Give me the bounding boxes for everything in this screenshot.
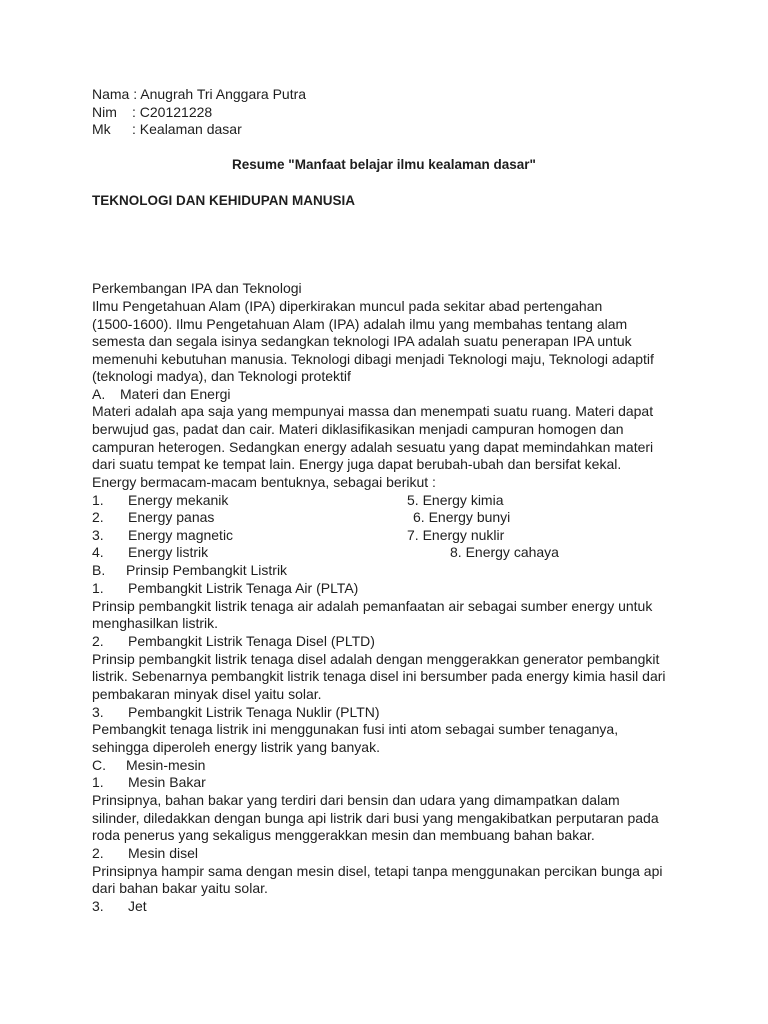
section-a-title: Materi dan Energi — [120, 386, 231, 402]
section-c-item-title — [92, 898, 147, 916]
item-title: Pembangkit Listrik Tenaga Nuklir (PLTN) — [128, 704, 380, 720]
intro-line: Ilmu Pengetahuan Alam (IPA) diperkirakan muncul pada sekitar abad pertengahan — [92, 298, 603, 314]
section-a-line: dari suatu tempat ke tempat lain. Energy juga dapat berubah-ubah dan bersifat kekal. — [92, 456, 622, 472]
section-b-marker: B. — [92, 562, 106, 578]
energy-num: 3. — [92, 527, 104, 543]
energy-right: 6. Energy bunyi — [413, 509, 511, 525]
mk-row — [92, 121, 242, 139]
nama-label: Nama — [92, 86, 130, 102]
resume-title: Resume "Manfaat belajar ilmu kealaman dasar" — [232, 157, 536, 172]
section-c-heading — [92, 757, 206, 775]
mk-value-wrap: : Kealaman dasar — [132, 121, 242, 137]
item-num: 3. — [92, 898, 104, 914]
nim-label: Nim — [92, 104, 117, 120]
section-b-line: sehingga diperoleh energy listrik yang banyak. — [92, 739, 380, 755]
section-c-line: Prinsipnya hampir sama dengan mesin disel, tetapi tanpa menggunakan percikan bunga api — [92, 863, 663, 879]
energy-right: 7. Energy nuklir — [407, 527, 505, 543]
energy-num: 1. — [92, 492, 104, 508]
energy-left: Energy listrik — [128, 544, 209, 560]
section-c-title: Mesin-mesin — [126, 757, 206, 773]
energy-right: 5. Energy kimia — [407, 492, 504, 508]
intro-line: (1500-1600). Ilmu Pengetahuan Alam (IPA) adalah ilmu yang membahas tentang alam — [92, 316, 628, 332]
main-heading: TEKNOLOGI DAN KEHIDUPAN MANUSIA — [92, 193, 355, 208]
energy-list-row — [92, 492, 504, 510]
section-c-item-title — [92, 845, 199, 863]
section-a-line: Energy bermacam-macam bentuknya, sebagai berikut : — [92, 474, 436, 490]
energy-left: Energy mekanik — [128, 492, 229, 508]
item-num: 2. — [92, 845, 104, 861]
section-a-line: campuran heterogen. Sedangkan energy adalah sesuatu yang dapat memindahkan materi — [92, 439, 654, 455]
item-num: 1. — [92, 580, 104, 596]
section-a-line: berwujud gas, padat dan cair. Materi diklasifikasikan menjadi campuran homogen dan — [92, 421, 624, 437]
energy-list-row — [92, 527, 505, 545]
energy-list-row — [92, 509, 511, 527]
section-b-line: pembakaran minyak disel yaitu solar. — [92, 686, 322, 702]
energy-left: Energy magnetic — [128, 527, 234, 543]
energy-left: Energy panas — [128, 509, 215, 525]
mk-label: Mk — [92, 121, 111, 137]
section-b-line: listrik. Sebenarnya pembangkit listrik tenaga disel ini bersumber pada energy kimia hasil dari — [92, 668, 666, 684]
section-a-marker: A. — [92, 386, 106, 402]
energy-list-row — [92, 544, 559, 562]
section-b-item-title — [92, 704, 380, 722]
nim-value: C20121228 — [139, 104, 213, 120]
section-b-item-title — [92, 633, 375, 651]
nim-value-wrap: : C20121228 — [132, 104, 213, 120]
section-a-heading — [92, 386, 231, 404]
nim-row — [92, 104, 213, 122]
section-b-line: menghasilkan listrik. — [92, 615, 219, 631]
section-b-heading — [92, 562, 288, 580]
item-num: 3. — [92, 704, 104, 720]
section-b-line: Prinsip pembangkit listrik tenaga disel adalah dengan menggerakkan generator pembangkit — [92, 651, 660, 667]
item-title: Pembangkit Listrik Tenaga Disel (PLTD) — [128, 633, 375, 649]
intro-line: memenuhi kebutuhan manusia. Teknologi dibagi menjadi Teknologi maju, Teknologi adaptif — [92, 351, 654, 367]
section-c-line: silinder, diledakkan dengan bunga api listrik dari busi yang mengakibatkan perputaran pada — [92, 810, 659, 826]
mk-value: Kealaman dasar — [139, 121, 242, 137]
energy-num: 2. — [92, 509, 104, 525]
item-title: Mesin disel — [128, 845, 199, 861]
section-b-line: Pembangkit tenaga listrik ini menggunakan fusi inti atom sebagai sumber tenaganya, — [92, 721, 619, 737]
item-num: 2. — [92, 633, 104, 649]
section-c-marker: C. — [92, 757, 106, 773]
section-c-item-title — [92, 774, 206, 792]
energy-num: 4. — [92, 544, 104, 560]
section-b-item-title — [92, 580, 359, 598]
intro-line: (teknologi madya), dan Teknologi protektif — [92, 368, 351, 384]
item-title: Jet — [128, 898, 147, 914]
section-c-line: dari bahan bakar yaitu solar. — [92, 880, 268, 896]
section-b-line: Prinsip pembangkit listrik tenaga air adalah pemanfaatan air sebagai sumber energy untuk — [92, 598, 653, 614]
nama-value: Anugrah Tri Anggara Putra — [140, 86, 307, 102]
section-a-line: Materi adalah apa saja yang mempunyai massa dan menempati suatu ruang. Materi dapat — [92, 403, 654, 419]
nama-row — [92, 86, 306, 104]
section-b-title: Prinsip Pembangkit Listrik — [126, 562, 288, 578]
nama-separator: : — [133, 86, 141, 102]
energy-right: 8. Energy cahaya — [450, 544, 559, 560]
item-title: Mesin Bakar — [128, 774, 206, 790]
section-c-line: Prinsipnya, bahan bakar yang terdiri dari bensin dan udara yang dimampatkan dalam — [92, 792, 620, 808]
section-c-line: roda penerus yang sekaligus menggerakkan mesin dan membuang bahan bakar. — [92, 827, 595, 843]
item-title: Pembangkit Listrik Tenaga Air (PLTA) — [128, 580, 359, 596]
intro-line: semesta dan segala isinya sedangkan teknologi IPA adalah suatu penerapan IPA untuk — [92, 333, 632, 349]
intro-title: Perkembangan IPA dan Teknologi — [92, 280, 302, 296]
item-num: 1. — [92, 774, 104, 790]
